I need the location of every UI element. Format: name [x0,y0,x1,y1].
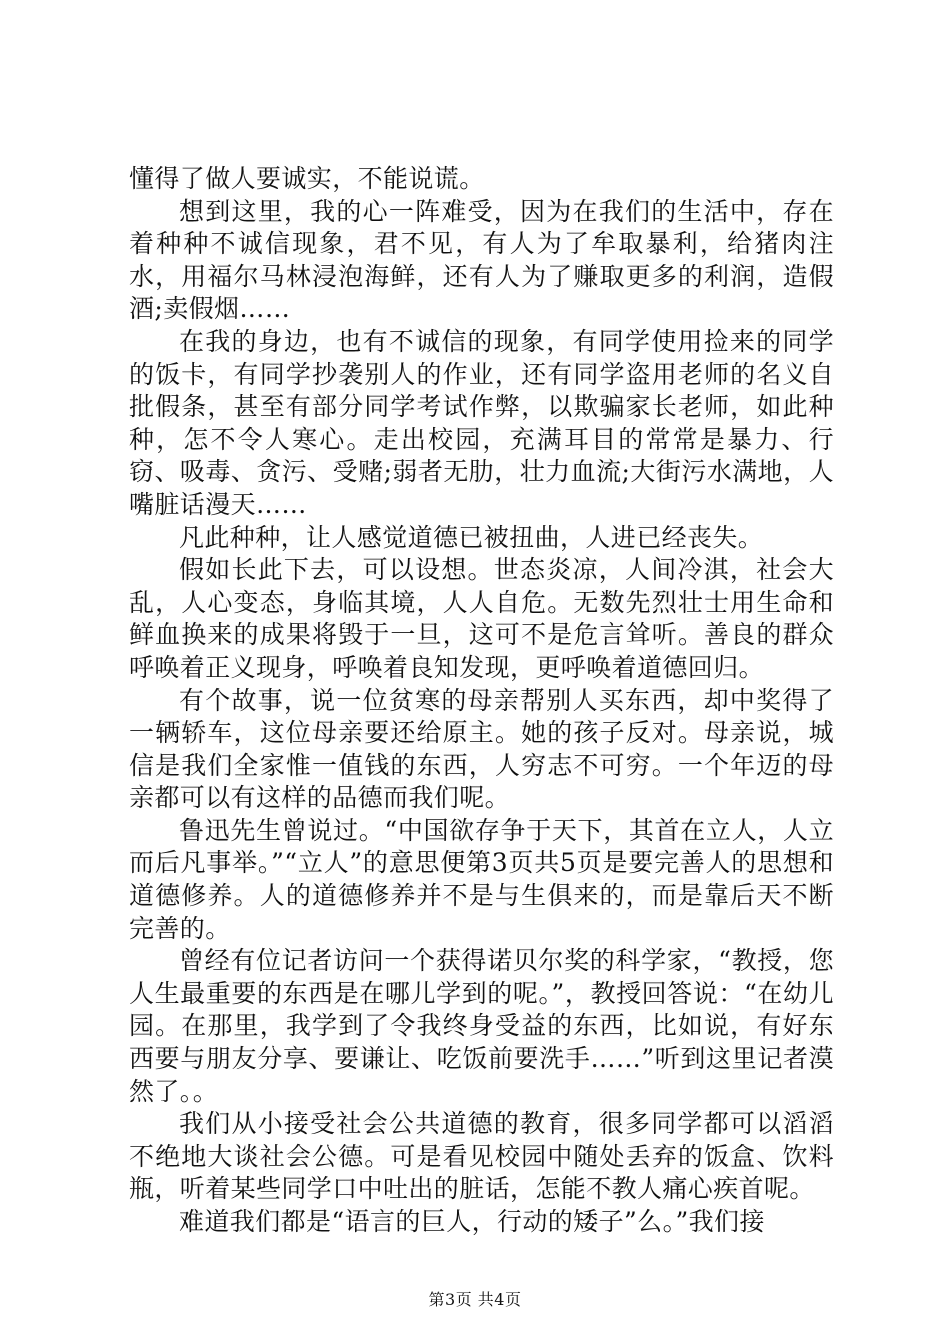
paragraph-8: 曾经有位记者访问一个获得诺贝尔奖的科学家，“教授，您人生最重要的东西是在哪儿学到的呢。”，教授回答说：“在幼儿园。在那里，我学到了令我终身受益的东西，比如说，有好东西要与朋友分享、要谦让、吃饭前要洗手……”听到这里记者漠然了。。 [129,946,834,1106]
paragraph-10: 难道我们都是“语言的巨人，行动的矮子”么。”我们接 [179,1207,765,1236]
page-footer: 第3页 共4页 [428,1290,522,1309]
paragraph-1: 懂得了做人要诚实，不能说谎。 [129,164,485,193]
paragraph-2: 想到这里，我的心一阵难受，因为在我们的生活中，存在着种种不诚信现象，君不见，有人为了牟取暴利，给猪肉注水，用福尔马林浸泡海鲜，还有人为了赚取更多的利润，造假酒;卖假烟…… [129,196,834,324]
paragraph-5: 假如长此下去，可以设想。世态炎凉，人间冷淇，社会大乱，人心变态，身临其境，人人自危。无数先烈壮士用生命和鲜血换来的成果将毁于一旦，这可不是危言耸听。善良的群众呼唤着正义现身，呼唤着良知发现，更呼唤着道德回归。 [129,555,834,682]
paragraph-4: 凡此种种，让人感觉道德已被扭曲，人进已经丧失。 [179,522,764,552]
document-body [129,163,834,1239]
paragraph-3: 在我的身边，也有不诚信的现象，有同学使用捡来的同学的饭卡，有同学抄袭别人的作业，还有同学盗用老师的名义自批假条，甚至有部分同学考试作弊，以欺骗家长老师，如此种种，怎不令人寒心。走出校园，充满耳目的常常是暴力、行窃、吸毒、贪污、受赌;弱者无肋，壮力血流;大街污水满地，人嘴脏话漫天…… [129,326,834,519]
paragraph-9: 我们从小接受社会公共道德的教育，很多同学都可以滔滔不绝地大谈社会公德。可是看见校园中随处丢弃的饭盒、饮料瓶，听着某些同学口中吐出的脏话，怎能不教人痛心疾首呢。 [129,1109,834,1204]
paragraph-6: 有个故事，说一位贫寒的母亲帮别人买东西，却中奖得了一辆轿车，这位母亲要还给原主。她的孩子反对。母亲说，城信是我们全家惟一值钱的东西，人穷志不可穷。一个年迈的母亲都可以有这样的品德而我们呢。 [129,685,834,813]
paragraph-7: 鲁迅先生曾说过。“中国欲存争于天下，其首在立人，人立而后凡事举。”“立人”的意思便第3页共5页是要完善人的思想和道德修养。人的道德修养并不是与生俱来的，而是靠后天不断完善的。 [129,815,834,943]
